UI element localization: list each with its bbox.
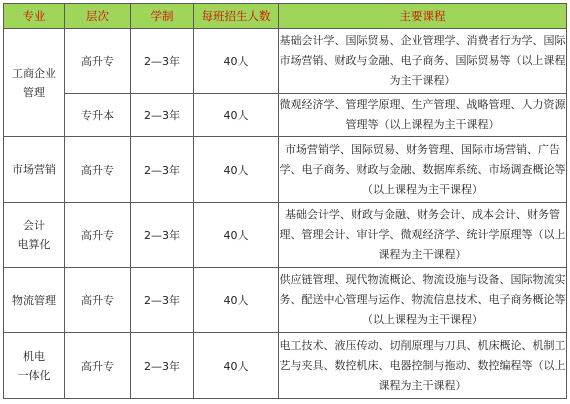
table-row	[4, 137, 567, 203]
courses-cell: 市场营销学、国际贸易、财务管理、国际市场营销、广告学、电子商务、财政与金融、数据库系统、市场调查概论等（以上课程为主干课程）	[279, 137, 567, 203]
enrollment-cell: 40人	[194, 94, 279, 137]
major-name-line: 物流管理	[12, 293, 56, 307]
level-cell: 高升专	[65, 203, 131, 268]
header-major: 专业	[4, 4, 65, 29]
major-name-line: 市场营销	[12, 163, 56, 176]
major-name-line: 工商企业	[12, 66, 56, 80]
level-cell: 高升专	[65, 29, 131, 94]
duration-cell: 2—3年	[131, 268, 194, 333]
duration-cell: 2—3年	[131, 29, 194, 94]
table-row	[4, 29, 567, 94]
major-cell	[4, 29, 65, 137]
duration-cell: 2—3年	[131, 94, 194, 137]
enrollment-cell: 40人	[194, 29, 279, 94]
courses-cell: 电工技术、液压传动、切削原理与刀具、机床概论、机制工艺与夹具、数控机床、电器控制与拖动、数控编程等（以上课程为主干课程）	[279, 333, 567, 399]
major-name-line: 电算化	[17, 238, 51, 251]
level-cell: 专升本	[65, 94, 131, 137]
courses-cell: 基础会计学、国际贸易、企业管理学、消费者行为学、国际市场营销、财政与金融、电子商务、国际贸易等（以上课程为主干课程）	[279, 29, 567, 94]
enrollment-cell: 40人	[194, 203, 279, 268]
enrollment-cell: 40人	[194, 137, 279, 203]
duration-cell: 2—3年	[131, 137, 194, 203]
major-cell	[4, 137, 65, 203]
courses-cell: 供应链管理、现代物流概论、物流设施与设备、国际物流实务、配送中心管理与运作、物流信息技术、电子商务概论等（以上课程为主干课程）	[279, 268, 567, 333]
header-level: 层次	[65, 4, 131, 29]
table-row	[4, 333, 567, 399]
major-cell	[4, 203, 65, 268]
courses-cell: 基础会计学、财政与金融、财务会计、成本会计、财务管理、管理会计、审计学、微观经济学、统计学原理等（以上课程为主干课程）	[279, 203, 567, 268]
enrollment-cell: 40人	[194, 268, 279, 333]
table-row	[4, 94, 567, 137]
major-cell	[4, 268, 65, 333]
major-name-line: 会计	[23, 219, 45, 232]
courses-cell: 微观经济学、管理学原理、生产管理、战略管理、人力资源管理等（以上课程为主干课程）	[279, 94, 567, 137]
duration-cell: 2—3年	[131, 333, 194, 399]
header-duration: 学制	[131, 4, 194, 29]
level-cell: 高升专	[65, 333, 131, 399]
major-name-line: 机电	[23, 349, 45, 363]
table-row	[4, 203, 567, 268]
header-enrollment: 每班招生人数	[194, 4, 279, 29]
table-row	[4, 268, 567, 333]
program-table	[3, 3, 567, 399]
header-row	[4, 4, 567, 29]
header-courses: 主要课程	[279, 4, 567, 29]
level-cell: 高升专	[65, 137, 131, 203]
major-cell	[4, 333, 65, 399]
level-cell: 高升专	[65, 268, 131, 333]
duration-cell: 2—3年	[131, 203, 194, 268]
major-name-line: 一体化	[17, 368, 51, 382]
enrollment-cell: 40人	[194, 333, 279, 399]
major-name-line: 管理	[23, 85, 45, 99]
